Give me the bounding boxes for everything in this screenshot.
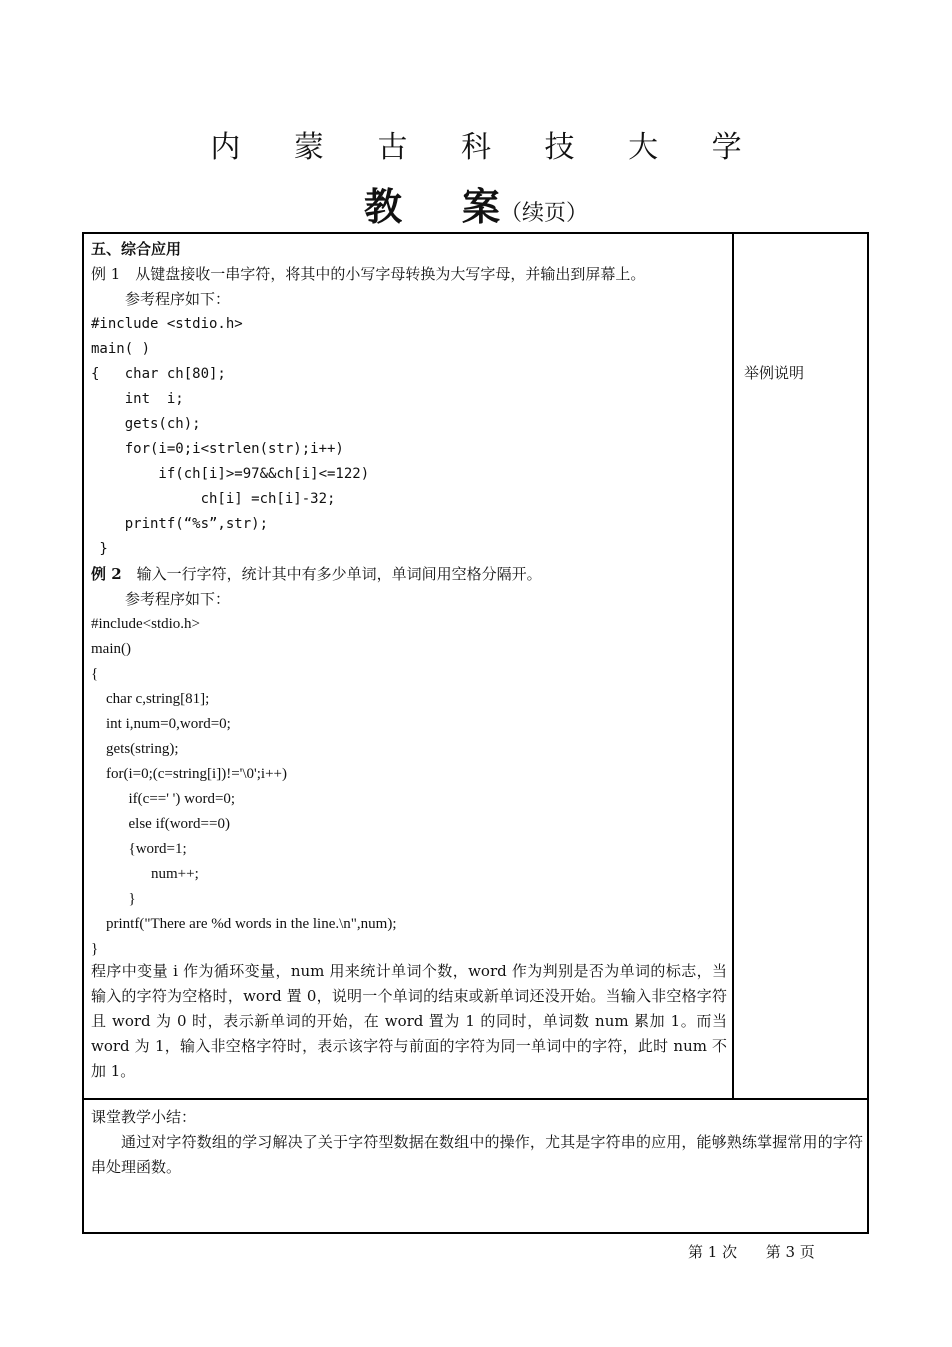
code-line: gets(ch); [91,416,201,432]
title-suffix: （续页） [500,201,589,226]
code-line: int i,num=0,word=0; [91,716,231,732]
title-char-left: 教 [363,185,402,229]
code-line: printf("There are %d words in the line.\n",num); [91,916,397,932]
code-line: for(i=0;(c=string[i])!='\0';i++) [91,766,287,782]
code-line: if(c==' ') word=0; [91,791,236,807]
section-title: 五、综合应用 [91,240,182,258]
code-line: } [91,541,108,557]
code-line: { [91,666,99,682]
example1-intro: 参考程序如下： [125,290,231,308]
code-line: int i; [91,391,184,407]
example2-label-text: 输入一行字符，统计其中有多少单词，单词间用空格分隔开。 [121,565,542,583]
page-footer [688,1241,815,1262]
example2-label [91,564,542,584]
code-line: { char ch[80]; [91,366,226,382]
content-cell [84,234,734,1098]
document-title [0,176,952,231]
code-line: gets(string); [91,741,179,757]
code-line: printf(“%s”,str); [91,516,269,532]
title-char-right: 案 [461,185,500,229]
example1-label: 例 1 从键盘接收一串字符，将其中的小写字母转换为大写字母，并输出到屏幕上。 [91,265,646,283]
code-line: #include <stdio.h> [91,316,243,332]
example2-explanation: 程序中变量 i 作为循环变量，num 用来统计单词个数，word 作为判别是否为单词的标志，当输入的字符为空格时，word 置 0，说明一个单词的结束或新单词还没开始。当输入非空格字符且 word 为 0 时，表示新单词的开始，在 word 置为 1 的同时，单词数 num 累加 1。而当 word 为 1，输入非空格字符时，表示该字符与前面的字符为同一单词中的字符，此时 num 不加 1。 [91,962,727,1080]
summary-cell [84,1098,869,1234]
page-number: 第 3 页 [765,1243,815,1261]
code-line: char c,string[81]; [91,691,210,707]
code-line: num++; [91,866,199,882]
university-title: 内 蒙 古 科 技 大 学 [210,130,764,165]
code-line: if(ch[i]>=97&&ch[i]<=122) [91,466,370,482]
session-number: 第 1 次 [688,1243,738,1261]
code-line: } [91,941,99,957]
code-line: main( ) [91,341,151,357]
code-line: } [91,891,136,907]
example2-intro: 参考程序如下： [125,590,231,608]
code-line: else if(word==0) [91,816,230,832]
code-line: #include<stdio.h> [91,616,200,632]
summary-body: 通过对字符数组的学习解决了关于字符型数据在数组中的操作，尤其是字符串的应用，能够熟练掌握常用的字符串处理函数。 [91,1133,863,1176]
lesson-plan-table [82,232,869,1234]
code-line: {word=1; [91,841,187,857]
code-line: for(i=0;i<strlen(str);i++) [91,441,344,457]
side-note: 举例说明 [744,364,805,382]
example2-label-number: 例 2 [91,565,122,583]
side-note-cell [736,234,869,1098]
code-line: main() [91,641,131,657]
code-line: ch[i] =ch[i]-32; [91,491,336,507]
summary-heading: 课堂教学小结： [91,1108,197,1126]
